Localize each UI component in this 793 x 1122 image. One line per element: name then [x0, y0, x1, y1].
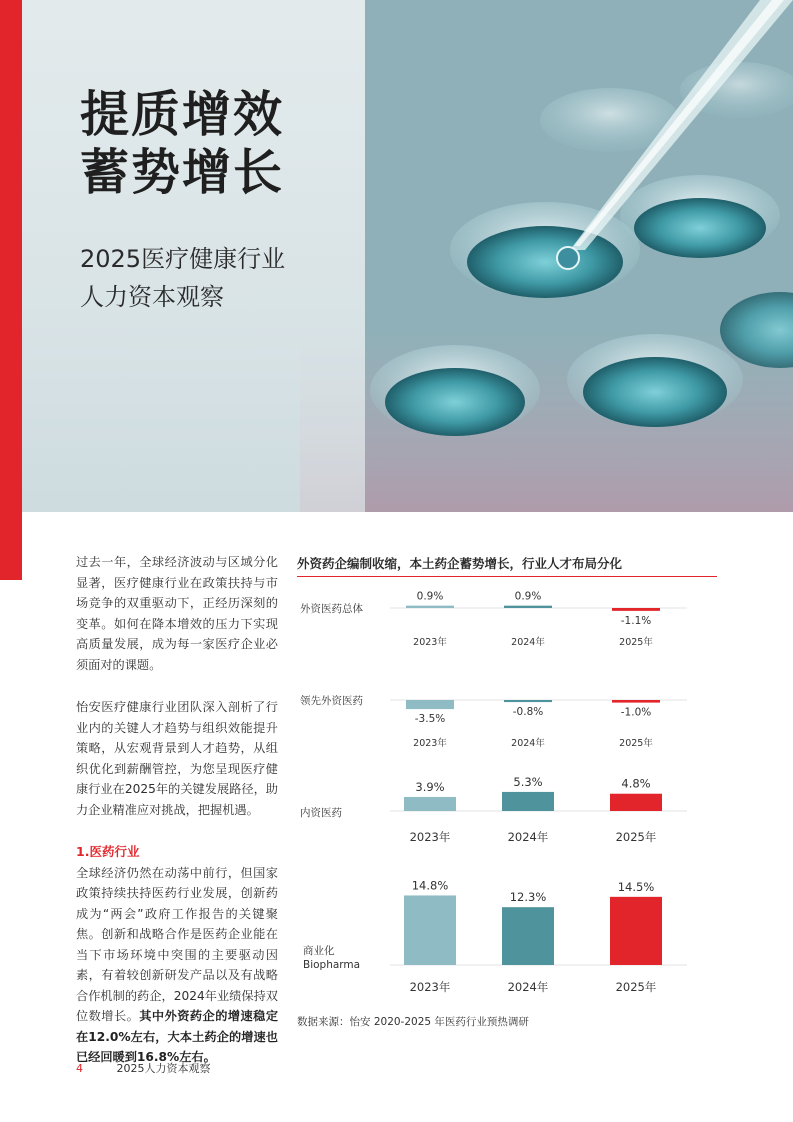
chart-source: 数据来源：怡安 2020-2025 年医药行业预热调研	[297, 1016, 529, 1028]
paragraph-team: 怡安医疗健康行业团队深入剖析了行业内的关键人才趋势与组织效能提升策略，从宏观背景到人才趋势，从组织优化到薪酬管控，为您呈现医疗健康行业在2025年的关键发展路径，助力企业精准应对挑战，把握机遇。	[76, 700, 278, 817]
red-accent-bar	[0, 0, 22, 580]
body-text-column	[76, 552, 278, 1068]
category-label: 2025年	[619, 637, 653, 648]
series-name: Biopharma	[303, 959, 361, 971]
section-title: 1.医药行业	[76, 844, 140, 859]
data-label: 14.5%	[617, 879, 655, 894]
title-line-2: 蓄势增长	[80, 144, 285, 201]
chart-bar	[610, 897, 662, 965]
page-footer	[76, 1060, 211, 1076]
chart-bar	[504, 606, 552, 608]
chart-bar	[404, 797, 456, 811]
category-label: 2025年	[619, 738, 653, 749]
growth-bar-chart	[295, 580, 725, 1010]
footer-doc-title: 2025人力资本观察	[116, 1062, 211, 1075]
data-label: 4.8%	[621, 776, 651, 791]
category-label: 2023年	[409, 980, 451, 994]
category-label: 2025年	[615, 830, 657, 844]
data-label: 0.9%	[514, 590, 542, 603]
series-name: 领先外资医药	[300, 695, 363, 707]
page-title	[80, 86, 350, 202]
page-subtitle	[80, 240, 350, 316]
category-label: 2023年	[413, 637, 447, 648]
data-label: -1.0%	[620, 706, 652, 719]
data-label: -3.5%	[414, 713, 446, 726]
data-label: 14.8%	[411, 878, 449, 893]
category-label: 2023年	[413, 738, 447, 749]
data-label: 5.3%	[513, 774, 543, 789]
paragraph-pharma-text: 全球经济仍然在动荡中前行，但国家政策持续扶持医药行业发展，创新药成为“两会”政府工作报告的关键聚焦。创新和战略合作是医药企业能在当下市场环境中突围的主要驱动因素，有着较创新研发产品以及有战略合作机制的药企，2024年业绩保持双位数增长。	[76, 865, 278, 1023]
chart-bar	[612, 608, 660, 611]
category-label: 2024年	[507, 980, 549, 994]
chart-bar	[610, 794, 662, 811]
data-label: 3.9%	[415, 779, 445, 794]
chart-bar	[502, 792, 554, 811]
chart-title: 外资药企编制收缩，本土药企蓄势增长，行业人才布局分化	[297, 556, 623, 571]
chart-bar	[612, 700, 660, 703]
chart-bar	[502, 907, 554, 965]
subtitle-line-1: 2025医疗健康行业	[80, 245, 286, 273]
data-label: 0.9%	[416, 590, 444, 603]
series-name: 商业化	[303, 945, 335, 957]
paragraph-pharma	[76, 842, 278, 1068]
data-label: 12.3%	[509, 890, 547, 905]
subtitle-line-2: 人力资本观察	[80, 283, 224, 311]
series-name: 外资医药总体	[300, 603, 363, 615]
category-label: 2025年	[615, 980, 657, 994]
title-line-1: 提质增效	[80, 86, 285, 143]
category-label: 2024年	[511, 738, 545, 749]
page-number: 4	[76, 1062, 83, 1075]
chart-bar	[404, 895, 456, 965]
chart-bar	[406, 700, 454, 709]
category-label: 2024年	[511, 637, 545, 648]
data-label: -0.8%	[512, 706, 544, 719]
category-label: 2024年	[507, 830, 549, 844]
chart-title-divider	[297, 576, 717, 577]
chart-bar	[504, 700, 552, 702]
series-name: 内资医药	[300, 807, 342, 819]
data-label: -1.1%	[620, 614, 652, 627]
category-label: 2023年	[409, 830, 451, 844]
paragraph-pharma-bold: 其中外资药企的增速稳定在12.0%左右，大本土药企的增速也已经回暖到16.8%左右。	[76, 1009, 279, 1064]
chart-bar	[406, 606, 454, 608]
paragraph-intro: 过去一年，全球经济波动与区域分化显著，医疗健康行业在政策扶持与市场竞争的双重驱动下，正经历深刻的变革。如何在降本增效的压力下实现高质量发展，成为每一家医疗企业必须面对的课题。	[76, 555, 278, 672]
